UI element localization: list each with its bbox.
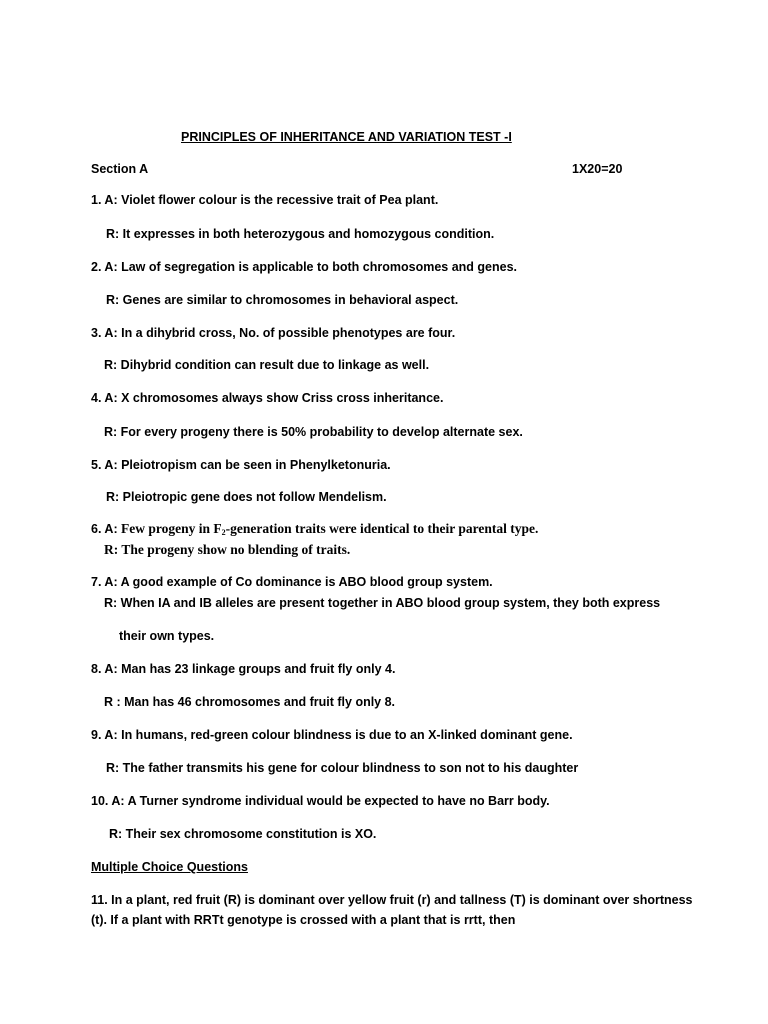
- q9-assertion: 9. A: In humans, red-green colour blindness is due to an X-linked dominant gene.: [91, 728, 573, 742]
- q1-assertion: 1. A: Violet flower colour is the recessive trait of Pea plant.: [91, 193, 439, 207]
- q3-reason: R: Dihybrid condition can result due to linkage as well.: [104, 358, 430, 372]
- q5-assertion: 5. A: Pleiotropism can be seen in Phenylketonuria.: [91, 458, 391, 472]
- q6-f2-subscript: 2: [221, 528, 226, 537]
- q6-assertion-text-post: -generation traits were identical to their parental type.: [225, 521, 539, 536]
- q1-reason: R: It expresses in both heterozygous and homozygous condition.: [106, 227, 495, 241]
- q7-reason: R: When IA and IB alleles are present together in ABO blood group system, they both express: [104, 596, 661, 610]
- q6-reason: R: The progeny show no blending of traits.: [104, 542, 351, 557]
- q8-reason: R : Man has 46 chromosomes and fruit fly only 8.: [104, 695, 396, 709]
- q6-assertion-text-pre: Few progeny in F: [117, 521, 222, 536]
- section-marks: 1X20=20: [572, 162, 623, 176]
- q2-assertion: 2. A: Law of segregation is applicable to both chromosomes and genes.: [91, 260, 518, 274]
- q6-assertion: [91, 521, 538, 541]
- section-name: Section A: [91, 162, 149, 176]
- q2-reason: R: Genes are similar to chromosomes in behavioral aspect.: [106, 293, 459, 307]
- q10-assertion: 10. A: A Turner syndrome individual would be expected to have no Barr body.: [91, 794, 550, 808]
- q10-reason: R: Their sex chromosome constitution is XO.: [109, 827, 377, 841]
- q4-reason: R: For every progeny there is 50% probability to develop alternate sex.: [104, 425, 523, 439]
- test-title: PRINCIPLES OF INHERITANCE AND VARIATION TEST -I: [181, 130, 512, 144]
- q8-assertion: 8. A: Man has 23 linkage groups and fruit fly only 4.: [91, 662, 396, 676]
- q5-reason: R: Pleiotropic gene does not follow Mendelism.: [106, 490, 387, 504]
- q9-reason: R: The father transmits his gene for colour blindness to son not to his daughter: [106, 761, 579, 775]
- q11-line-2: (t). If a plant with RRTt genotype is crossed with a plant that is rrtt, then: [91, 913, 516, 927]
- q11-line-1: 11. In a plant, red fruit (R) is dominant over yellow fruit (r) and tallness (T) is dominant over shortness: [91, 893, 693, 907]
- mcq-heading: Multiple Choice Questions: [91, 860, 248, 874]
- q3-assertion: 3. A: In a dihybrid cross, No. of possible phenotypes are four.: [91, 326, 456, 340]
- q6-assertion-label: 6. A:: [91, 522, 118, 536]
- q7-assertion: 7. A: A good example of Co dominance is ABO blood group system.: [91, 575, 493, 589]
- q7-reason-continued: their own types.: [119, 629, 215, 643]
- q4-assertion: 4. A: X chromosomes always show Criss cross inheritance.: [91, 391, 444, 405]
